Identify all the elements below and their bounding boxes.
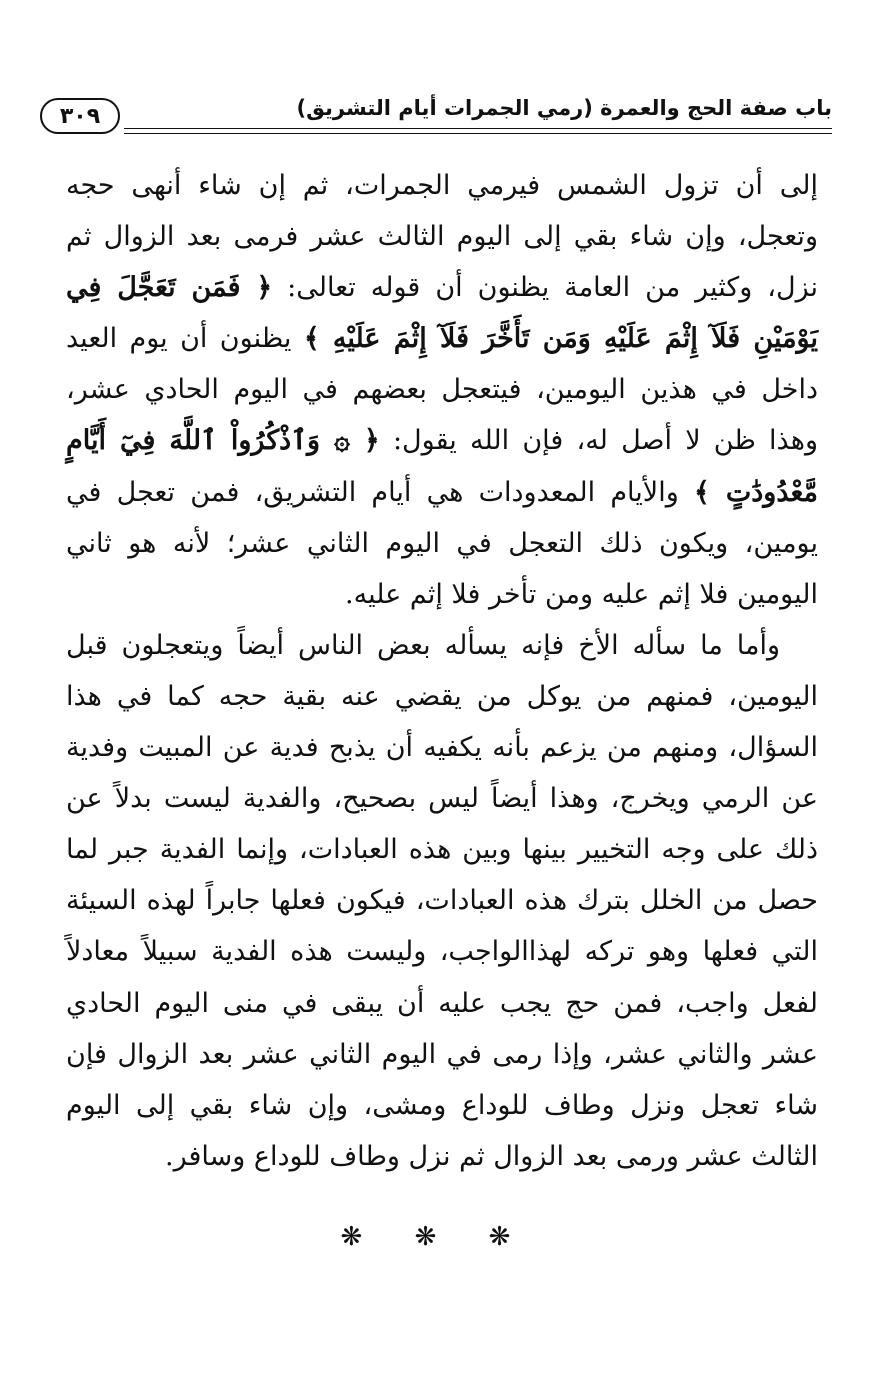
page-number-badge bbox=[40, 98, 120, 134]
running-header bbox=[40, 88, 832, 144]
paragraph-1-text-a: إلى أن تزول الشمس فيرمي الجمرات، ثم إن شاء أنهى حجه وتعجل، وإن شاء بقي إلى اليوم الثالث عشر فرمى بعد الزوال ثم نزل، وكثير من العامة يظنون أن قوله تعالى: bbox=[66, 170, 818, 304]
paragraph-2: وأما ما سأله الأخ فإنه يسأله بعض الناس أيضاً ويتعجلون قبل اليومين، فمنهم من يوكل من يقضي عنه بقية حجه كما في هذا السؤال، ومنهم من يزعم بأنه يكفيه أن يذبح فدية عن المبيت وفدية عن الرمي ويخرج، وهذا أيضاً ليس بصحيح، والفدية ليست بدلاً عن ذلك على وجه التخيير بينها وبين هذه العبادات، وإنما الفدية جبر لما حصل من الخلل بترك هذه العبادات، فيكون فعلها جابراً لهذه السيئة التي فعلها وهو تركه لهذاالواجب، وليست هذه الفدية سبيلاً معادلاً لفعل واجب، فمن حج يجب عليه أن يبقى في منى اليوم الحادي عشر والثاني عشر، وإذا رمى في اليوم الثاني عشر بعد الزوال فإن شاء تعجل ونزل وطاف للوداع ومشى، وإن شاء بقي إلى اليوم الثالث عشر ورمى بعد الزوال ثم نزل وطاف للوداع وسافر. bbox=[66, 629, 818, 1172]
quran-verse-2: ﴿ ۞ وَٱذْكُرُواْ ٱللَّهَ فِيٓ أَيَّامٍ مَّعْدُودَٰتٍ ﴾ bbox=[66, 425, 818, 508]
header-rule-double bbox=[124, 133, 832, 134]
paragraph-1-text-c: والأيام المعدودات هي أيام التشريق، فمن تعجل في يومين، ويكون ذلك التعجل في اليوم الثاني عشر؛ لأنه هو ثاني اليومين فلا إثم عليه ومن تأخر فلا إثم عليه. bbox=[66, 476, 818, 610]
quran-verse-1: ﴿ فَمَن تَعَجَّلَ فِي يَوْمَيْنِ فَلَآ إِثْمَ عَلَيْهِ وَمَن تَأَخَّرَ فَلَآ إِثْمَ عَلَيْهِ ﴾ bbox=[66, 272, 819, 355]
paragraph-1 bbox=[66, 160, 818, 620]
paragraph-1-text-b: يظنون أن يوم العيد داخل في هذين اليومين، فيتعجل بعضهم في اليوم الحادي عشر، وهذا ظن لا أصل له، فإن الله يقول: bbox=[66, 323, 818, 457]
section-end-ornament: ❋ ❋ ❋ bbox=[340, 1222, 533, 1252]
body-text bbox=[66, 160, 818, 1182]
page-number: ٣٠٩ bbox=[59, 103, 101, 129]
chapter-title: باب صفة الحج والعمرة (رمي الجمرات أيام التشريق) bbox=[296, 96, 832, 120]
header-rule bbox=[124, 128, 832, 129]
